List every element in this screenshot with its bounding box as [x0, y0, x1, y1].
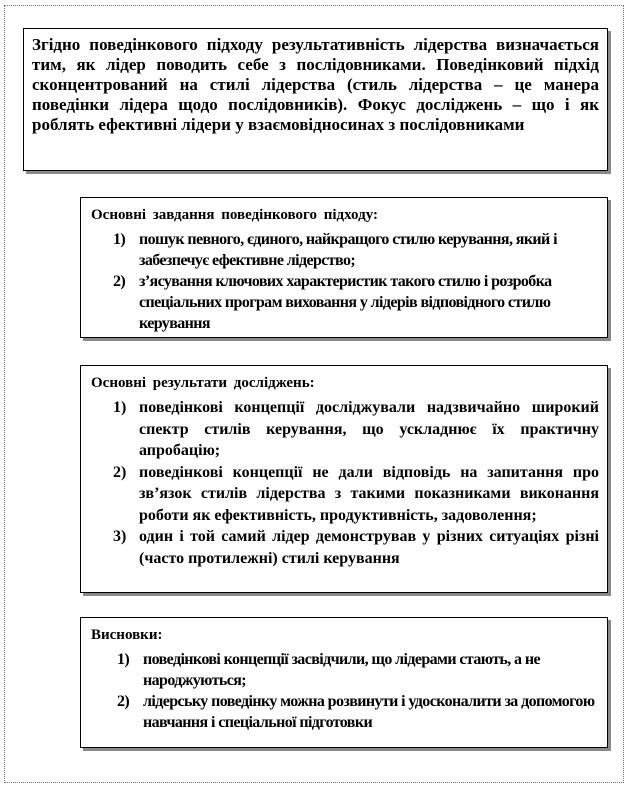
item-text: з’ясування ключових характеристик такого стилю і розробка спеціальних програм виховання у лідерів відповідного стилю керування [139, 273, 552, 332]
intro-text: Згідно поведінкового підходу результативність лідерства визначається тим, як лідер поводить себе з послідовниками. Поведінковий підхід сконцентрований на стилі лідерства (стиль лідерства – це манера поведінки лідера щодо послідовників). Фокус досліджень – що і як роблять ефективні лідери у взаємовідносинах з послідовниками [32, 35, 599, 134]
item-number: 1) [117, 651, 130, 668]
item-number: 3) [113, 528, 127, 545]
list-item [91, 691, 599, 733]
item-number: 1) [113, 399, 127, 416]
list-item [91, 229, 598, 271]
item-text: поведінкові концепції не дали відповідь на запитання про зв’язок стилів лідерства з такими показниками виконання роботи як ефективність, продуктивність, задоволення; [139, 463, 599, 524]
item-number: 2) [113, 273, 126, 290]
results-panel [80, 365, 608, 593]
results-heading: Основні результати досліджень: [91, 375, 315, 391]
tasks-panel [80, 197, 608, 338]
item-number: 2) [117, 693, 130, 710]
item-text: поведінкові концепції засвідчили, що лідерами стають, а не народжуються; [143, 651, 540, 689]
intro-box [23, 28, 608, 171]
tasks-list [91, 229, 598, 334]
list-item [91, 526, 599, 569]
item-text: поведінкові концепції досліджували надзвичайно широкий спектр стилів керування, що ускладнює їх практичну апробацію; [139, 399, 599, 459]
conclusions-heading: Висновки: [91, 627, 163, 643]
list-item [91, 271, 598, 334]
results-list [91, 397, 599, 569]
item-number: 2) [113, 463, 127, 481]
item-text: пошук певного, єдиного, найкращого стилю керування, який і забезпечує ефективне лідерство; [139, 231, 557, 269]
tasks-heading: Основні завдання поведінкового підходу: [91, 207, 379, 223]
item-text: один і той самий лідер демонстрував у різних ситуаціях різні (часто протилежні) стилі керування [139, 528, 599, 567]
list-item [91, 649, 599, 691]
list-item [91, 397, 599, 462]
conclusions-list [91, 649, 599, 733]
item-number: 1) [113, 231, 126, 248]
list-item [91, 462, 599, 527]
item-text: лідерську поведінку можна розвинути і удосконалити за допомогою навчання і спеціальної підготовки [143, 693, 595, 731]
conclusions-panel [80, 617, 608, 748]
